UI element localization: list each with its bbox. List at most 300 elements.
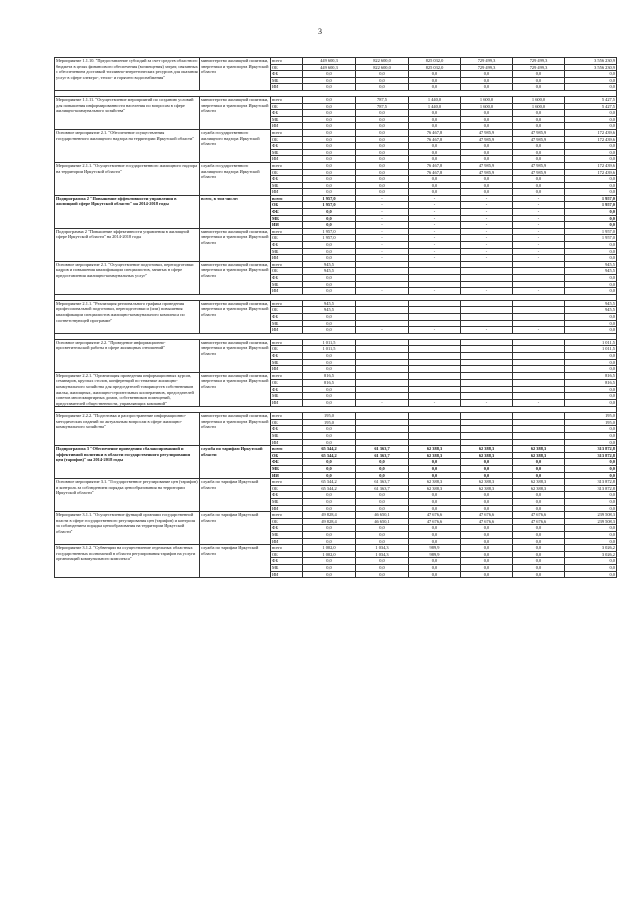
year-value: 0,0 [461, 551, 513, 558]
year-value: 47 985,9 [461, 136, 513, 143]
year-value: 46 650,1 [356, 518, 409, 525]
funding-source: всего [271, 545, 303, 552]
funding-source: ФБ [271, 110, 303, 117]
year-value: 0,0 [409, 71, 461, 78]
total-value: 0,0 [565, 472, 617, 479]
year-value: - [461, 327, 513, 334]
year-value: 0,0 [303, 189, 356, 196]
year-value: 0,0 [356, 162, 409, 169]
year-value: 49 828,4 [303, 512, 356, 519]
funding-source: всего [271, 195, 303, 202]
year-value: - [513, 215, 565, 222]
responsible-executor: всего, в том числе: [200, 195, 271, 228]
year-value: 0,0 [303, 288, 356, 295]
funding-source: МБ [271, 149, 303, 156]
year-value: 0,0 [409, 505, 461, 512]
funding-source: ОБ [271, 64, 303, 71]
year-value [356, 359, 409, 366]
table-row [55, 228, 617, 235]
year-value: 0,0 [409, 492, 461, 499]
year-value: - [461, 209, 513, 216]
year-value: 0,0 [303, 182, 356, 189]
funding-source: МБ [271, 393, 303, 400]
year-value [409, 359, 461, 366]
year-value: 822 600,0 [356, 64, 409, 71]
funding-source: всего [271, 261, 303, 268]
funding-source: ИИ [271, 222, 303, 229]
total-value: 1 011,5 [565, 339, 617, 346]
funding-source: ОБ [271, 379, 303, 386]
year-value: 449 600,3 [303, 58, 356, 65]
funding-source: ФБ [271, 386, 303, 393]
year-value: 0,0 [356, 564, 409, 571]
year-value [513, 372, 565, 379]
year-value [356, 275, 409, 282]
funding-source: МБ [271, 77, 303, 84]
year-value [513, 413, 565, 420]
year-value [461, 433, 513, 440]
year-value [461, 300, 513, 307]
year-value: 729 499,3 [461, 64, 513, 71]
funding-source: ИИ [271, 505, 303, 512]
year-value: 0,0 [356, 505, 409, 512]
year-value: 0,0 [461, 499, 513, 506]
year-value: 0,0 [409, 564, 461, 571]
year-value: 0,0 [303, 531, 356, 538]
year-value: 0,0 [461, 143, 513, 150]
total-value: 0,0 [565, 538, 617, 545]
activity-name: Мероприятие 2.2.2. "Подготовка и распространение информационно-методических изданий по актуальным вопросам в сфере жилищно-коммунального хозяйства" [55, 413, 200, 446]
funding-source: ИИ [271, 255, 303, 262]
year-value: - [356, 228, 409, 235]
year-value [356, 419, 409, 426]
year-value: 0,0 [513, 149, 565, 156]
year-value: 47 985,9 [461, 162, 513, 169]
year-value [409, 386, 461, 393]
total-value: 0,0 [565, 386, 617, 393]
funding-source: МБ [271, 182, 303, 189]
table-row [55, 96, 617, 103]
year-value: 0,0 [409, 538, 461, 545]
year-value: 1 600,0 [461, 103, 513, 110]
year-value: 0,0 [303, 96, 356, 103]
year-value: 945,5 [303, 307, 356, 314]
year-value [356, 366, 409, 373]
year-value: 62 388,3 [409, 446, 461, 453]
total-value: 0,0 [565, 255, 617, 262]
year-value: - [513, 195, 565, 202]
year-value: 0,0 [513, 499, 565, 506]
year-value: 0,0 [461, 176, 513, 183]
year-value: 0,0 [461, 466, 513, 473]
year-value: 0,0 [409, 459, 461, 466]
year-value: 0,0 [513, 558, 565, 565]
total-value: 195,0 [565, 419, 617, 426]
funding-source: ОБ [271, 485, 303, 492]
year-value: 0,0 [461, 545, 513, 552]
year-value: 0,0 [356, 169, 409, 176]
year-value [461, 379, 513, 386]
year-value: 729 499,3 [513, 58, 565, 65]
year-value: 0,0 [513, 189, 565, 196]
year-value: 0,0 [356, 110, 409, 117]
year-value [356, 413, 409, 420]
year-value: 0,0 [356, 472, 409, 479]
year-value: 1 600,0 [513, 96, 565, 103]
year-value: 1 957,0 [303, 202, 356, 209]
year-value [409, 281, 461, 288]
year-value: 62 388,3 [461, 479, 513, 486]
year-value: - [513, 209, 565, 216]
year-value [409, 413, 461, 420]
year-value: - [513, 228, 565, 235]
year-value: 0,0 [303, 110, 356, 117]
year-value: - [356, 327, 409, 334]
year-value [356, 372, 409, 379]
activity-name: Основное мероприятие 2.1. "Обеспечение осуществления государственного жилищного надзора на территории Иркутской области" [55, 129, 200, 162]
year-value: - [356, 222, 409, 229]
year-value: 0,0 [303, 433, 356, 440]
funding-source: ФБ [271, 558, 303, 565]
year-value: 0,0 [461, 110, 513, 117]
year-value: 729 499,3 [461, 58, 513, 65]
funding-source: ИИ [271, 123, 303, 130]
year-value: 989,9 [409, 551, 461, 558]
total-value: 1 011,5 [565, 346, 617, 353]
year-value: 0,0 [303, 162, 356, 169]
year-value [356, 393, 409, 400]
year-value: 0,0 [303, 275, 356, 282]
year-value: 47 985,9 [461, 129, 513, 136]
year-value: 0,0 [356, 149, 409, 156]
responsible-executor: министерство жилищной политики, энергетики и транспорта Иркутской области [200, 372, 271, 407]
year-value [461, 268, 513, 275]
year-value: 0,0 [303, 366, 356, 373]
year-value [513, 307, 565, 314]
total-value: 3 026,2 [565, 545, 617, 552]
year-value: 0,0 [303, 499, 356, 506]
total-value: 5 427,5 [565, 103, 617, 110]
year-value: 0,0 [461, 182, 513, 189]
year-value [409, 393, 461, 400]
responsible-executor: служба по тарифам Иркутской области [200, 545, 271, 578]
total-value: 0,0 [565, 222, 617, 229]
total-value: 945,5 [565, 268, 617, 275]
year-value: 62 388,3 [513, 479, 565, 486]
year-value [513, 320, 565, 327]
year-value: - [356, 215, 409, 222]
year-value [409, 352, 461, 359]
year-value [513, 275, 565, 282]
year-value: 0,0 [409, 189, 461, 196]
year-value: - [409, 288, 461, 295]
year-value: - [461, 202, 513, 209]
responsible-executor: служба государственного жилищного надзора Иркутской области [200, 129, 271, 162]
funding-source: МБ [271, 531, 303, 538]
year-value: 195,0 [303, 419, 356, 426]
year-value: 0,0 [356, 531, 409, 538]
funding-source: ОБ [271, 235, 303, 242]
budget-table [54, 57, 617, 578]
year-value: 62 388,3 [513, 485, 565, 492]
total-value: 816,5 [565, 379, 617, 386]
year-value [356, 426, 409, 433]
year-value: - [409, 235, 461, 242]
year-value: 47 985,9 [461, 169, 513, 176]
total-value: 0,0 [565, 156, 617, 163]
year-value [409, 320, 461, 327]
responsible-executor: министерство жилищной политики, энергетики и транспорта Иркутской области [200, 413, 271, 446]
year-value: 47 985,9 [513, 136, 565, 143]
year-value: 0,0 [303, 439, 356, 446]
year-value: 0,0 [461, 123, 513, 130]
year-value [461, 320, 513, 327]
year-value: 65 344,2 [303, 479, 356, 486]
year-value: 0,0 [356, 176, 409, 183]
year-value [461, 359, 513, 366]
year-value: 49 828,4 [303, 518, 356, 525]
year-value [461, 307, 513, 314]
total-value: 3 556 230,9 [565, 58, 617, 65]
page-number: 3 [318, 27, 322, 36]
total-value: 0,0 [565, 143, 617, 150]
total-value: 0,0 [565, 176, 617, 183]
table-row [55, 545, 617, 552]
total-value: 0,0 [565, 558, 617, 565]
funding-source: всего [271, 339, 303, 346]
year-value: 449 600,3 [303, 64, 356, 71]
year-value: - [513, 327, 565, 334]
year-value: 0,0 [513, 143, 565, 150]
activity-name: Мероприятие 1.1.10. "Предоставление субсидий за счет средств областного бюджета в целях финансового обеспечения (возмещения) затрат, связанных с обеспечением доставкой топливно-энергетических ресурсов для оказания услуг в сфере электро-, тепло- и горячего водоснабжения" [55, 58, 200, 91]
funding-source: ОБ [271, 136, 303, 143]
total-value: 3 556 230,9 [565, 64, 617, 71]
year-value: 47 985,9 [513, 169, 565, 176]
year-value [513, 419, 565, 426]
year-value: 0,0 [356, 492, 409, 499]
year-value: 1 600,0 [461, 96, 513, 103]
year-value: 0,0 [303, 77, 356, 84]
year-value: 0,0 [303, 215, 356, 222]
total-value: 0,0 [565, 505, 617, 512]
year-value: 0,0 [303, 176, 356, 183]
year-value [513, 352, 565, 359]
total-value: 0,0 [565, 71, 617, 78]
total-value: 5 427,5 [565, 96, 617, 103]
total-value: 172 439,6 [565, 162, 617, 169]
funding-source: ИИ [271, 288, 303, 295]
year-value: 0,0 [303, 103, 356, 110]
year-value: 0,0 [303, 459, 356, 466]
year-value: 0,0 [356, 116, 409, 123]
year-value: 47 985,9 [513, 162, 565, 169]
funding-source: всего [271, 372, 303, 379]
year-value [461, 426, 513, 433]
responsible-executor: служба по тарифам Иркутской области [200, 446, 271, 479]
year-value: - [461, 255, 513, 262]
total-value: 0,0 [565, 116, 617, 123]
funding-source: ФБ [271, 71, 303, 78]
total-value: 313 872,8 [565, 452, 617, 459]
total-value: 0,0 [565, 84, 617, 91]
year-value [356, 379, 409, 386]
funding-source: всего [271, 413, 303, 420]
year-value: 0,0 [513, 176, 565, 183]
funding-source: ФБ [271, 426, 303, 433]
year-value [409, 339, 461, 346]
funding-source: всего [271, 228, 303, 235]
activity-name: Подпрограмма 3 "Обеспечение проведения сбалансированной и эффективной политики в области государственного регулирования цен (тарифов)" на 2014-2018 годы [55, 446, 200, 479]
year-value: 0,0 [303, 538, 356, 545]
table-row [55, 339, 617, 346]
total-value: 1 957,0 [565, 202, 617, 209]
year-value: - [409, 255, 461, 262]
total-value: 816,5 [565, 372, 617, 379]
year-value [461, 413, 513, 420]
year-value: 0,0 [303, 466, 356, 473]
total-value: 0,0 [565, 439, 617, 446]
activity-name: Основное мероприятие 2.2. "Проведение информационно-просветительской работы в сфере жилищных отношений" [55, 339, 200, 372]
table-row [55, 261, 617, 268]
year-value: 0,0 [461, 459, 513, 466]
funding-source: ИИ [271, 156, 303, 163]
total-value: 0,0 [565, 281, 617, 288]
total-value: 945,5 [565, 307, 617, 314]
year-value [409, 426, 461, 433]
total-value: 0,0 [565, 531, 617, 538]
year-value: - [461, 235, 513, 242]
funding-source: МБ [271, 281, 303, 288]
activity-name: Мероприятие 2.1.1. "Осуществление государственного жилищного надзора на территории Иркутской области" [55, 162, 200, 195]
year-value: - [461, 215, 513, 222]
year-value: 0,0 [356, 571, 409, 578]
year-value: 787,5 [356, 103, 409, 110]
year-value: 1 011,5 [303, 339, 356, 346]
activity-name: Подпрограмма 2 "Повышение эффективности управления в жилищной сфере Иркутской области" на 2014-2018 годы [55, 195, 200, 228]
year-value: 0,0 [356, 143, 409, 150]
year-value: 0,0 [461, 71, 513, 78]
total-value: 1 957,0 [565, 235, 617, 242]
year-value: 989,9 [409, 545, 461, 552]
funding-source: ФБ [271, 525, 303, 532]
year-value [461, 339, 513, 346]
year-value: 0,0 [513, 538, 565, 545]
funding-source: всего [271, 512, 303, 519]
year-value [409, 346, 461, 353]
funding-source: МБ [271, 433, 303, 440]
year-value: 0,0 [461, 77, 513, 84]
year-value: 0,0 [303, 143, 356, 150]
year-value: - [461, 242, 513, 249]
year-value [513, 386, 565, 393]
year-value [513, 261, 565, 268]
responsible-executor: служба государственного жилищного надзора Иркутской области [200, 162, 271, 195]
year-value: 0,0 [409, 558, 461, 565]
year-value: 62 388,3 [409, 485, 461, 492]
year-value: 0,0 [513, 110, 565, 117]
year-value: 0,0 [461, 531, 513, 538]
year-value: 0,0 [356, 84, 409, 91]
year-value: 0,0 [356, 136, 409, 143]
year-value: - [461, 228, 513, 235]
funding-source: всего [271, 162, 303, 169]
table-row [55, 512, 617, 519]
year-value: 816,5 [303, 372, 356, 379]
total-value: 172 439,6 [565, 169, 617, 176]
year-value: 0,0 [513, 551, 565, 558]
funding-source: МБ [271, 499, 303, 506]
funding-source: ОБ [271, 551, 303, 558]
year-value: 1 034,3 [356, 551, 409, 558]
total-value: 0,0 [565, 492, 617, 499]
year-value: 1 957,0 [303, 235, 356, 242]
year-value [461, 281, 513, 288]
year-value: 0,0 [513, 564, 565, 571]
funding-source: всего [271, 58, 303, 65]
total-value: 313 872,8 [565, 485, 617, 492]
total-value: 0,0 [565, 275, 617, 282]
year-value: 0,0 [409, 77, 461, 84]
year-value: 0,0 [513, 84, 565, 91]
year-value [356, 281, 409, 288]
total-value: 0,0 [565, 426, 617, 433]
year-value [409, 366, 461, 373]
year-value [409, 313, 461, 320]
year-value: 65 344,2 [303, 485, 356, 492]
year-value: - [513, 400, 565, 407]
activity-name: Основное мероприятие 2.1. "Осуществление подготовки, переподготовки кадров и повышения квалификации специалистов, занятых в сфере предоставления жилищно-коммунальных услуг" [55, 261, 200, 294]
funding-source: ФБ [271, 176, 303, 183]
year-value: 0,0 [461, 525, 513, 532]
year-value: - [461, 288, 513, 295]
year-value [513, 339, 565, 346]
funding-source: ФБ [271, 209, 303, 216]
year-value: - [461, 248, 513, 255]
year-value [461, 261, 513, 268]
year-value [513, 393, 565, 400]
funding-source: ИИ [271, 366, 303, 373]
year-value: 0,0 [303, 313, 356, 320]
year-value: 816,5 [303, 379, 356, 386]
total-value: 945,5 [565, 300, 617, 307]
year-value: 0,0 [356, 466, 409, 473]
year-value: 1 957,0 [303, 195, 356, 202]
year-value [356, 346, 409, 353]
year-value: 47 676,6 [409, 512, 461, 519]
table-row [55, 300, 617, 307]
year-value: 0,0 [303, 169, 356, 176]
year-value: - [513, 222, 565, 229]
total-value: 0,0 [565, 359, 617, 366]
year-value: 0,0 [356, 538, 409, 545]
funding-source: ФБ [271, 352, 303, 359]
activity-name: Основное мероприятие 3.1. "Государственное регулирование цен (тарифов) и контроль за соблюдением порядка ценообразования на территории Иркутской области" [55, 479, 200, 512]
year-value: 0,0 [409, 116, 461, 123]
year-value: 945,5 [303, 268, 356, 275]
year-value: 0,0 [303, 492, 356, 499]
funding-source: ОБ [271, 419, 303, 426]
activity-name: Подпрограмма 2 "Повышение эффективности управления в жилищной сфере Иркутской области" на 2014-2018 годы [55, 228, 200, 261]
year-value [356, 307, 409, 314]
year-value: 1 002,0 [303, 551, 356, 558]
year-value: 0,0 [461, 492, 513, 499]
funding-source: всего [271, 129, 303, 136]
year-value: 0,0 [303, 242, 356, 249]
total-value: 195,0 [565, 413, 617, 420]
funding-source: ФБ [271, 459, 303, 466]
total-value: 0,0 [565, 313, 617, 320]
activity-name: Мероприятие 2.1.1. "Реализация регионального графика проведения профессиональной подготовки, переподготовки и (или) повышения квалификации специалистов жилищно-коммунального комплекса по соответствующей программе" [55, 300, 200, 333]
